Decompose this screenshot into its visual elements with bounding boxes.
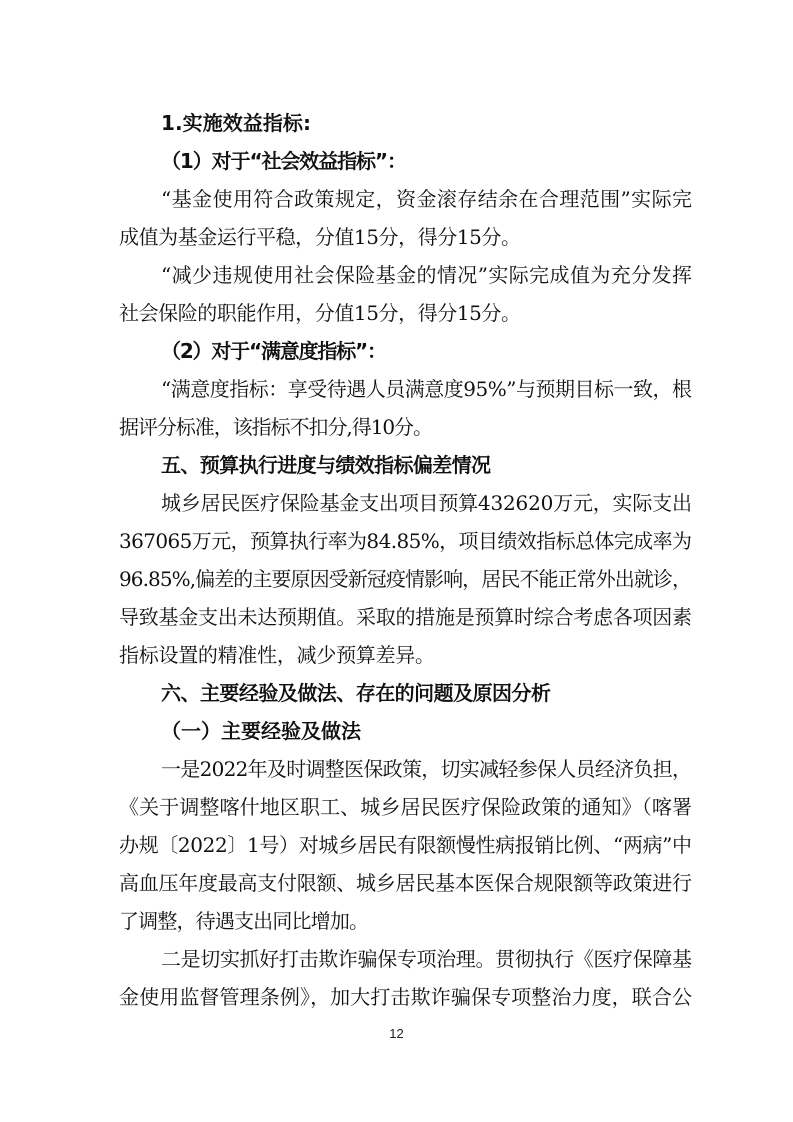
section-heading-6: 六、主要经验及做法、存在的问题及原因分析 <box>161 681 551 705</box>
paragraph-line: 367065万元，预算执行率为84.85%，项目绩效指标总体完成率为 <box>119 529 692 553</box>
subheading-experience: （一）主要经验及做法 <box>161 719 361 743</box>
paragraph-line: “减少违规使用社会保险基金的情况”实际完成值为充分发挥 <box>161 263 693 287</box>
section-heading-5: 五、预算执行进度与绩效指标偏差情况 <box>161 453 491 477</box>
paragraph-line: 据评分标准，该指标不扣分,得10分。 <box>119 415 432 439</box>
subheading-satisfaction: （2）对于“满意度指标”： <box>161 339 386 363</box>
page-number: 12 <box>389 1026 404 1041</box>
paragraph-line: 了调整，待遇支出同比增加。 <box>119 909 369 933</box>
paragraph-line: 《关于调整喀什地区职工、城乡居民医疗保险政策的通知》（喀署 <box>119 795 693 819</box>
paragraph-line: 高血压年度最高支付限额、城乡居民基本医保合规限额等政策进行 <box>119 871 692 895</box>
paragraph-line: 金使用监督管理条例》，加大打击欺诈骗保专项整治力度，联合公 <box>119 985 693 1009</box>
subheading-benefit-indicators: 1.实施效益指标: <box>161 111 312 135</box>
subheading-social-benefit: （1）对于“社会效益指标”： <box>161 149 406 173</box>
paragraph-line: 城乡居民医疗保险基金支出项目预算432620万元，实际支出 <box>161 491 692 515</box>
paragraph-line: 二是切实抓好打击欺诈骗保专项治理。贯彻执行《医疗保障基 <box>161 947 692 971</box>
paragraph-line: 指标设置的精准性，减少预算差异。 <box>119 643 435 667</box>
paragraph-line: 导致基金支出未达预期值。采取的措施是预算时综合考虑各项因素 <box>119 605 692 629</box>
paragraph-line: 成值为基金运行平稳，分值15分，得分15分。 <box>119 225 521 249</box>
paragraph-line: 一是2022年及时调整医保政策，切实减轻参保人员经济负担， <box>161 757 692 781</box>
paragraph-line: “基金使用符合政策规定，资金滚存结余在合理范围”实际完 <box>161 187 693 211</box>
paragraph-line: “满意度指标：享受待遇人员满意度95%”与预期目标一致，根 <box>161 377 692 401</box>
paragraph-line: 96.85%,偏差的主要原因受新冠疫情影响，居民不能正常外出就诊， <box>119 567 692 591</box>
paragraph-line: 办规〔2022〕1号）对城乡居民有限额慢性病报销比例、“两病”中 <box>119 833 692 857</box>
paragraph-line: 社会保险的职能作用，分值15分，得分15分。 <box>119 301 521 325</box>
